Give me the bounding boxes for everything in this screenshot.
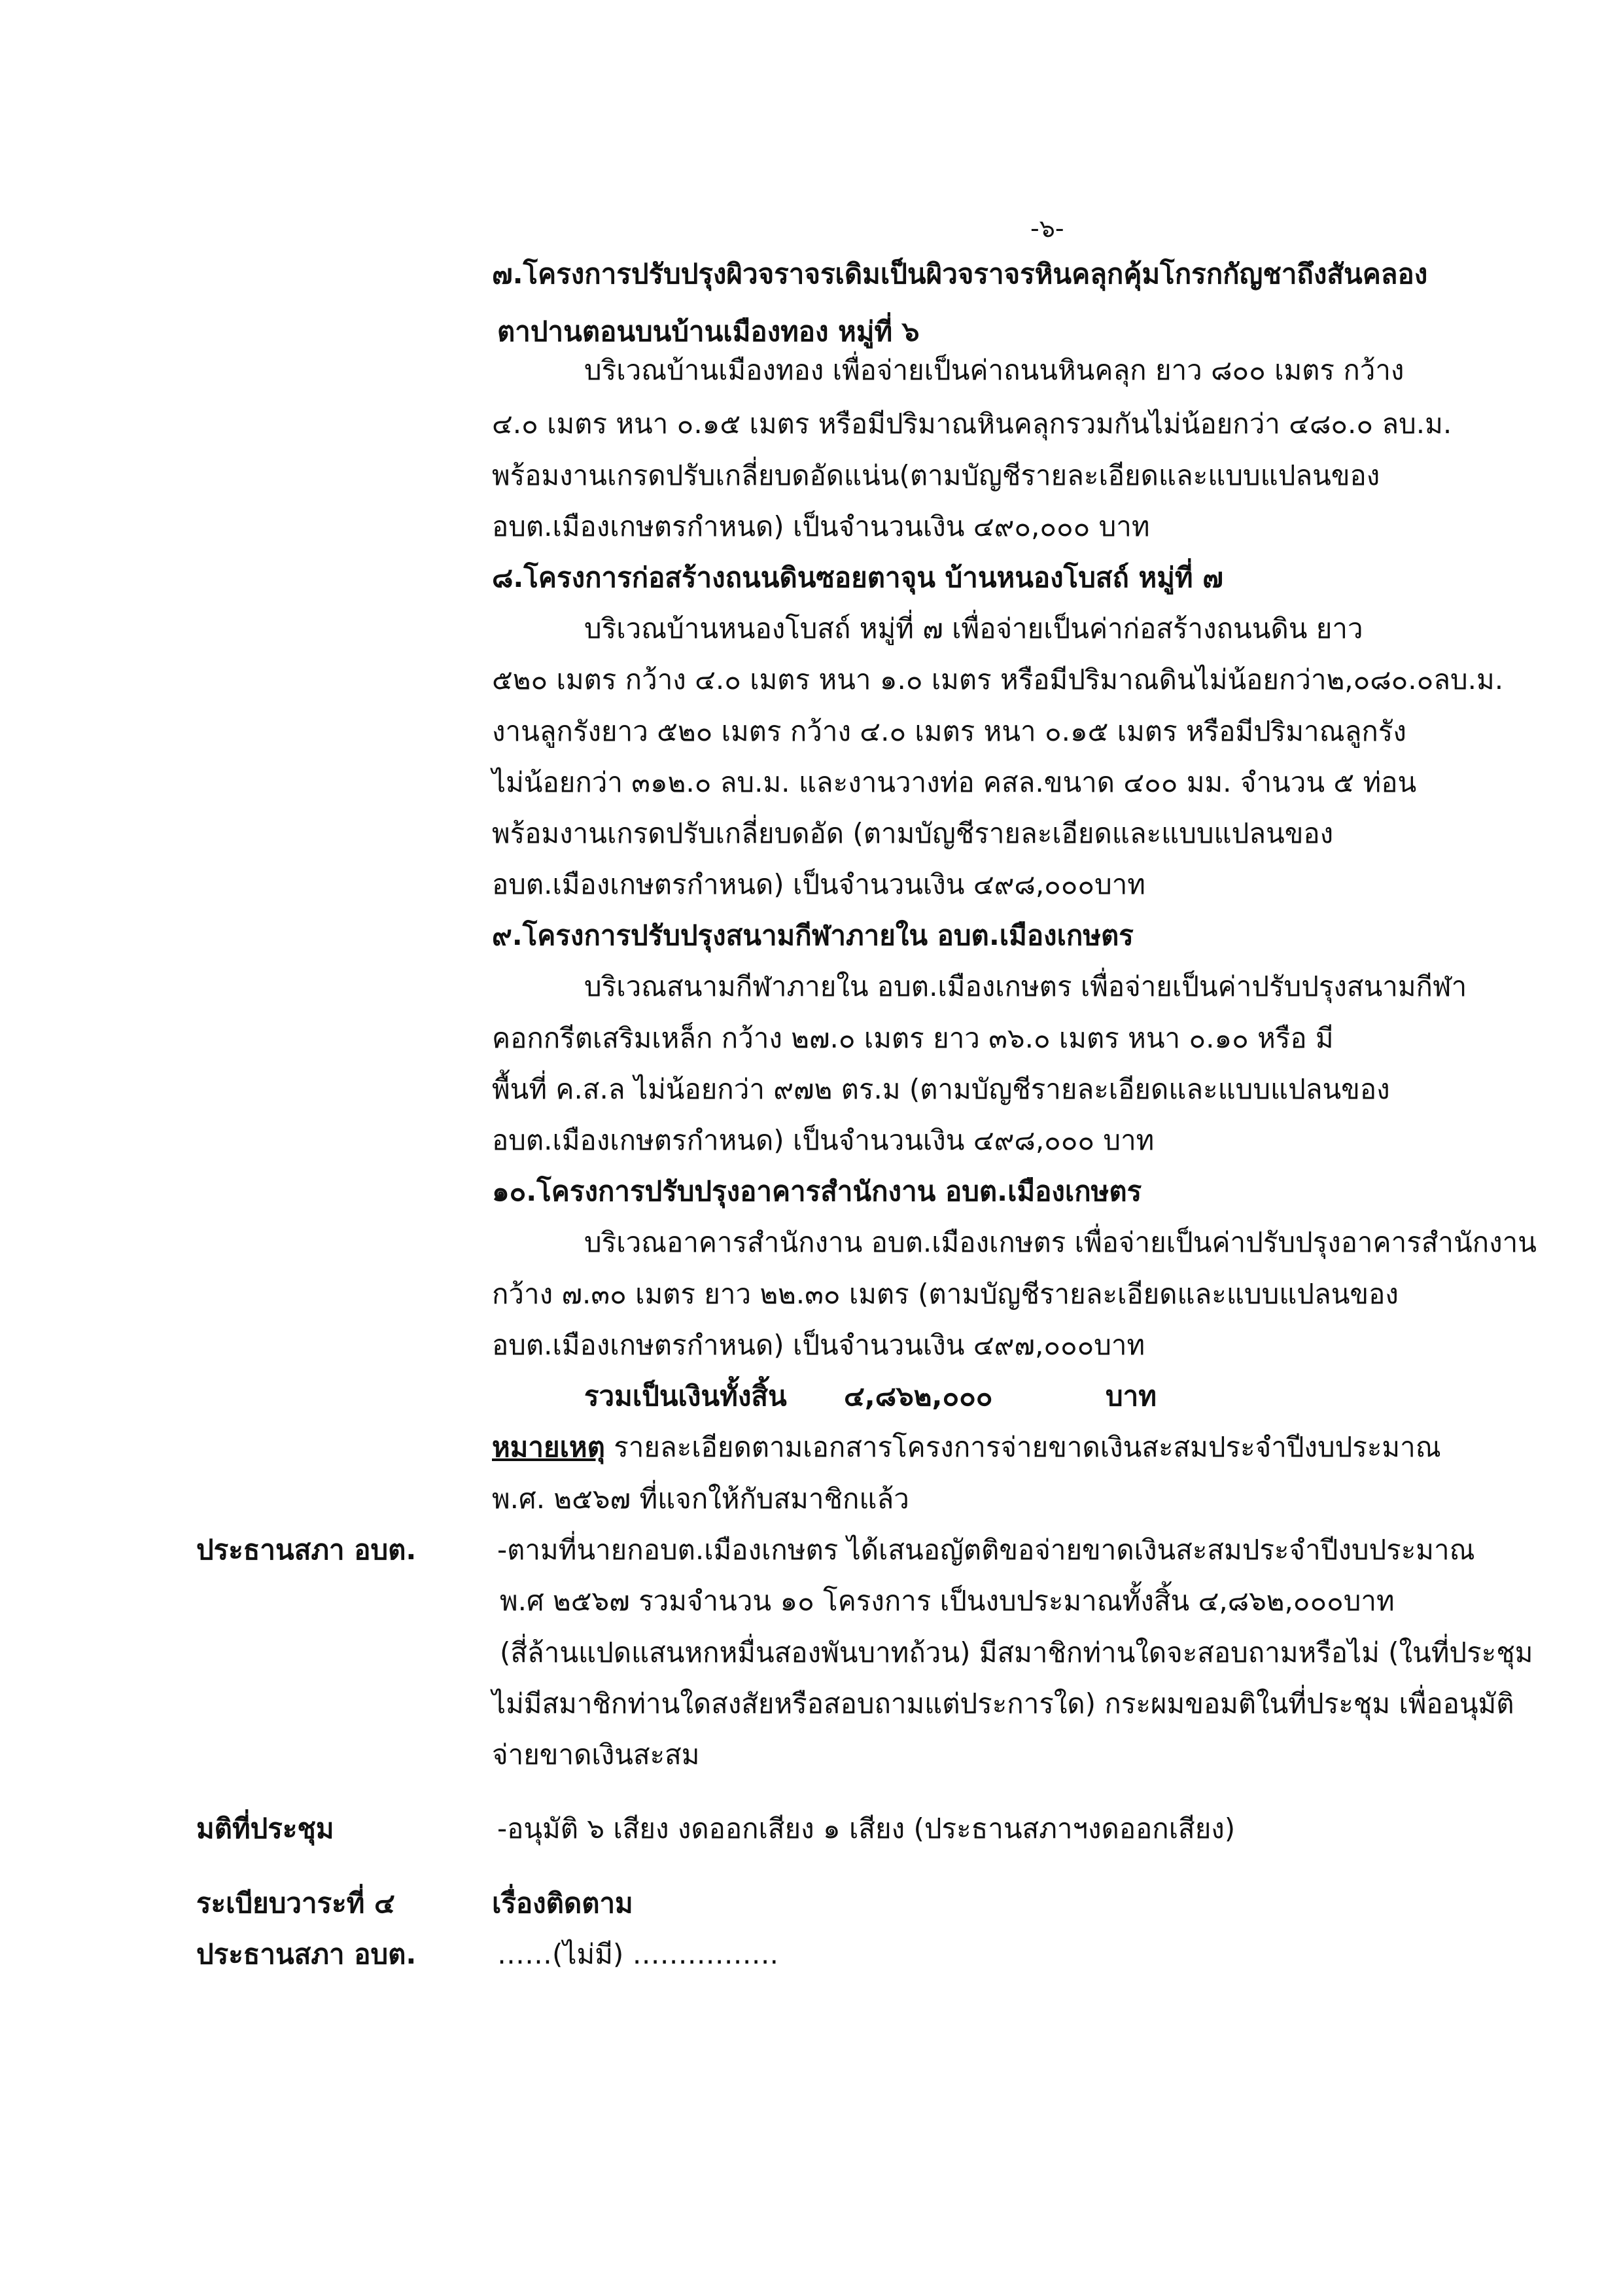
project-10-body-line-1: บริเวณอาคารสำนักงาน อบต.เมืองเกษตร เพื่อจ่ายเป็นค่าปรับปรุงอาคารสำนักงาน (584, 1226, 1537, 1258)
project-10-body-line-2: กว้าง ๗.๓๐ เมตร ยาว ๒๒.๓๐ เมตร (ตามบัญชีรายละเอียดและแบบแปลนของ (492, 1278, 1399, 1310)
project-8-body-line-6: อบต.เมืองเกษตรกำหนด) เป็นจำนวนเงิน ๔๙๘,๐๐๐บาท (492, 868, 1145, 900)
resolution-label: มติที่ประชุม (196, 1812, 334, 1845)
project-9-body-line-1: บริเวณสนามกีฬาภายใน อบต.เมืองเกษตร เพื่อจ่ายเป็นค่าปรับปรุงสนามกีฬา (584, 970, 1467, 1002)
project-8-body-line-1: บริเวณบ้านหนองโบสถ์ หมู่ที่ ๗ เพื่อจ่ายเป็นค่าก่อสร้างถนนดิน ยาว (584, 612, 1363, 645)
remark-line-2: พ.ศ. ๒๕๖๗ ที่แจกให้กับสมาชิกแล้ว (492, 1483, 909, 1515)
project-7-body-line-3: พร้อมงานเกรดปรับเกลี่ยบดอัดแน่น(ตามบัญชีรายละเอียดและแบบแปลนของ (492, 459, 1380, 491)
remark-heading: หมายเหตุ (492, 1431, 605, 1463)
speaker-label-chairman: ประธานสภา อบต. (196, 1534, 417, 1566)
chairman-line-4: ไม่มีสมาชิกท่านใดสงสัยหรือสอบถามแต่ประการใด) กระผมขอมติในที่ประชุม เพื่ออนุมัติ (492, 1687, 1514, 1720)
project-9-title: ๙.โครงการปรับปรุงสนามกีฬาภายใน อบต.เมืองเกษตร (492, 919, 1134, 951)
total-amount: ๔,๘๖๒,๐๐๐ (844, 1380, 993, 1412)
project-10-title: ๑๐.โครงการปรับปรุงอาคารสำนักงาน อบต.เมืองเกษตร (492, 1175, 1142, 1207)
resolution-text: -อนุมัติ ๖ เสียง งดออกเสียง ๑ เสียง (ประธานสภาฯงดออกเสียง) (497, 1812, 1236, 1845)
agenda-title: เรื่องติดตาม (492, 1887, 633, 1919)
agenda-chairman-text: ……(ไม่มี) ……………. (497, 1938, 778, 1970)
project-8-body-line-4: ไม่น้อยกว่า ๓๑๒.๐ ลบ.ม. และงานวางท่อ คสล.ขนาด ๔๐๐ มม. จำนวน ๕ ท่อน (492, 766, 1417, 798)
remark-line-1 (492, 1431, 1441, 1463)
remark-text: รายละเอียดตามเอกสารโครงการจ่ายขาดเงินสะสมประจำปีงบประมาณ (614, 1431, 1441, 1463)
project-10-body-line-3: อบต.เมืองเกษตรกำหนด) เป็นจำนวนเงิน ๔๙๗,๐๐๐บาท (492, 1329, 1145, 1361)
project-8-body-line-3: งานลูกรังยาว ๕๒๐ เมตร กว้าง ๔.๐ เมตร หนา ๐.๑๕ เมตร หรือมีปริมาณลูกรัง (492, 715, 1406, 747)
project-8-title: ๘.โครงการก่อสร้างถนนดินซอยตาจุน บ้านหนองโบสถ์ หมู่ที่ ๗ (492, 561, 1223, 593)
project-7-title-line-1: ๗.โครงการปรับปรุงผิวจราจรเดิมเป็นผิวจราจรหินคลุกคุ้มโกรกกัญชาถึงสันคลอง (492, 258, 1428, 290)
chairman-line-5: จ่ายขาดเงินสะสม (492, 1739, 700, 1771)
total-unit: บาท (1106, 1380, 1157, 1412)
project-8-body-line-2: ๕๒๐ เมตร กว้าง ๔.๐ เมตร หนา ๑.๐ เมตร หรือมีปริมาณดินไม่น้อยกว่า๒,๐๘๐.๐ลบ.ม. (492, 663, 1504, 696)
chairman-line-2: พ.ศ ๒๕๖๗ รวมจำนวน ๑๐ โครงการ เป็นงบประมาณทั้งสิ้น ๔,๘๖๒,๐๐๐บาท (500, 1585, 1395, 1617)
chairman-line-1: -ตามที่นายกอบต.เมืองเกษตร ได้เสนอญัตติขอจ่ายขาดเงินสะสมประจำปีงบประมาณ (497, 1534, 1475, 1566)
project-7-body-line-4: อบต.เมืองเกษตรกำหนด) เป็นจำนวนเงิน ๔๙๐,๐๐๐ บาท (492, 510, 1150, 542)
project-7-body-line-2: ๔.๐ เมตร หนา ๐.๑๕ เมตร หรือมีปริมาณหินคลุกรวมกันไม่น้อยกว่า ๔๘๐.๐ ลบ.ม. (492, 408, 1452, 440)
speaker-label-chairman-2: ประธานสภา อบต. (196, 1938, 417, 1970)
project-7-title-line-2: ตาปานตอนบนบ้านเมืองทอง หมู่ที่ ๖ (497, 315, 920, 347)
project-7-body-line-1: บริเวณบ้านเมืองทอง เพื่อจ่ายเป็นค่าถนนหินคลุก ยาว ๘๐๐ เมตร กว้าง (584, 354, 1405, 386)
total-label: รวมเป็นเงินทั้งสิ้น (584, 1380, 787, 1412)
project-9-body-line-2: คอกกรีตเสริมเหล็ก กว้าง ๒๗.๐ เมตร ยาว ๓๖.๐ เมตร หนา ๐.๑๐ หรือ มี (492, 1022, 1334, 1054)
project-9-body-line-3: พื้นที่ ค.ส.ล ไม่น้อยกว่า ๙๗๒ ตร.ม (ตามบัญชีรายละเอียดและแบบแปลนของ (492, 1073, 1390, 1105)
agenda-label: ระเบียบวาระที่ ๔ (196, 1887, 395, 1919)
project-9-body-line-4: อบต.เมืองเกษตรกำหนด) เป็นจำนวนเงิน ๔๙๘,๐๐๐ บาท (492, 1124, 1155, 1156)
project-8-body-line-5: พร้อมงานเกรดปรับเกลี่ยบดอัด (ตามบัญชีรายละเอียดและแบบแปลนของ (492, 817, 1334, 849)
chairman-line-3: (สี่ล้านแปดแสนหกหมื่นสองพันบาทถ้วน) มีสมาชิกท่านใดจะสอบถามหรือไม่ (ในที่ประชุม (500, 1636, 1533, 1669)
page-number: -๖- (1030, 214, 1064, 243)
